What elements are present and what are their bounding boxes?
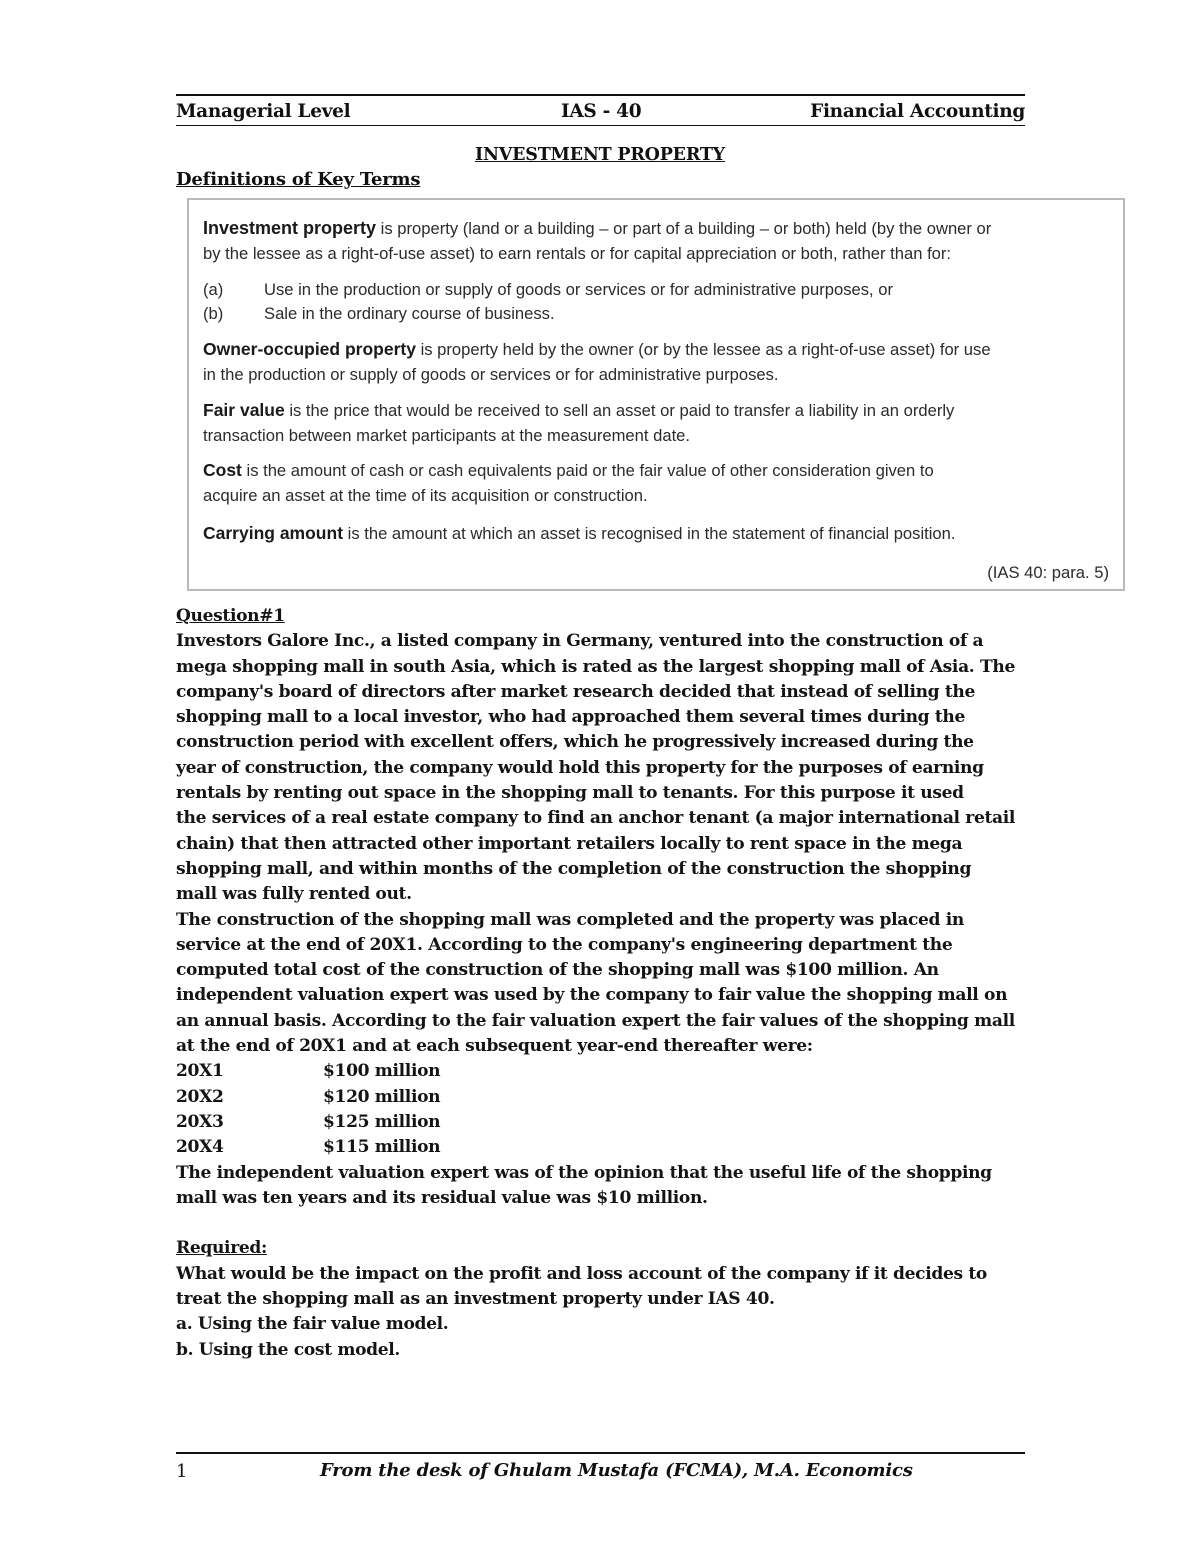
question-line: independent valuation expert was used by the company to fair value the shopping mall on [176, 985, 1008, 1006]
question-line: company's board of directors after market research decided that instead of selling the [176, 681, 976, 702]
valuation-amount: $115 million [323, 1137, 441, 1158]
required-line: b. Using the cost model. [176, 1339, 401, 1360]
header-subject: Financial Accounting [810, 101, 1025, 122]
page-title: INVESTMENT PROPERTY [475, 145, 725, 165]
term-investment-property: Investment property [203, 218, 377, 238]
question-line: the services of a real estate company to find an anchor tenant (a major international retail [176, 808, 1016, 829]
definition-cost: Cost is the amount of cash or cash equivalents paid or the fair value of other consideration given to acquire an asset at the time of its acquisition or construction. [203, 460, 934, 505]
valuation-amount: $120 million [323, 1086, 441, 1107]
spacer [176, 1211, 1025, 1236]
required-line: a. Using the fair value model. [176, 1314, 449, 1335]
valuation-row [176, 1135, 1025, 1160]
question-line: rentals by renting out space in the shopping mall to tenants. For this purpose it used [176, 783, 964, 804]
required-heading: Required: [176, 1238, 267, 1259]
required-line: What would be the impact on the profit and loss account of the company if it decides to [176, 1263, 987, 1284]
footer-credit: From the desk of Ghulam Mustafa (FCMA), M.A. Economics [320, 1460, 913, 1481]
question-line: The construction of the shopping mall was completed and the property was placed in [176, 909, 964, 930]
definitions-reference: (IAS 40: para. 5) [987, 563, 1109, 582]
valuation-year: 20X2 [176, 1086, 224, 1107]
page-header [176, 101, 1025, 126]
header-standard: IAS - 40 [561, 101, 642, 122]
question-closing-line: mall was ten years and its residual value was $10 million. [176, 1187, 708, 1208]
question-line: computed total cost of the construction of the shopping mall was $100 million. An [176, 960, 939, 981]
footer-rule [176, 1452, 1025, 1454]
valuation-amount: $125 million [323, 1111, 441, 1132]
question-section [176, 604, 1025, 1363]
valuation-year: 20X1 [176, 1061, 224, 1082]
term-owner-occupied: Owner-occupied property [203, 339, 416, 359]
definition-owner-occupied: Owner-occupied property is property held by the owner (or by the lessee as a right-of-use asset) for use in the production or supply of goods or services or for administrative purposes. [203, 339, 991, 384]
valuation-amount: $100 million [323, 1061, 441, 1082]
question-line: an annual basis. According to the fair valuation expert the fair values of the shopping mall [176, 1010, 1015, 1031]
question-line: mega shopping mall in south Asia, which is rated as the largest shopping mall of Asia. The [176, 656, 1015, 677]
valuation-year: 20X4 [176, 1137, 224, 1158]
question-line: construction period with excellent offers, which he progressively increased during the [176, 732, 974, 753]
question-line: service at the end of 20X1. According to the company's engineering department the [176, 934, 953, 955]
header-top-rule [176, 94, 1025, 96]
question-closing-line: The independent valuation expert was of the opinion that the useful life of the shopping [176, 1162, 992, 1183]
term-fair-value: Fair value [203, 400, 285, 420]
definition-investment-property: Investment property is property (land or a building – or part of a building – or both) held (by the owner or by the lessee as a right-of-use asset) to earn rentals or for capital appreciation or both, rather than for: [203, 218, 992, 263]
definitions-heading: Definitions of Key Terms [176, 169, 421, 190]
required-line: treat the shopping mall as an investment property under IAS 40. [176, 1289, 775, 1310]
question-line: mall was fully rented out. [176, 884, 412, 905]
header-level: Managerial Level [176, 101, 351, 122]
question-line: chain) that then attracted other important retailers locally to rent space in the mega [176, 833, 963, 854]
valuation-row [176, 1059, 1025, 1084]
definition-fair-value: Fair value is the price that would be received to sell an asset or paid to transfer a liability in an orderly transaction between market participants at the measurement date. [203, 400, 955, 445]
question-line: at the end of 20X1 and at each subsequent year-end thereafter were: [176, 1036, 813, 1057]
question-line: shopping mall, and within months of the completion of the construction the shopping [176, 858, 972, 879]
valuation-row [176, 1110, 1025, 1135]
question-heading: Question#1 [176, 606, 285, 626]
valuation-year: 20X3 [176, 1111, 224, 1132]
question-line: Investors Galore Inc., a listed company in Germany, ventured into the construction of a [176, 631, 984, 652]
definitions-box: Investment property is property (land or a building – or part of a building – or both) held (by the owner or by the lessee as a right-of-use asset) to earn rentals or for capital appreciation or both, rather than for: (a) Use in the production or supply of goods or services or for administrative purposes, or (b) Sale in the ordinary course of business. Owner-occupied property is property held by the owner (or by the lessee as a right-of-use asset) for use in the production or supply of goods or services or for administrative purposes. Fair value is the price that would be received to sell an asset or paid to transfer a liability in an orderly transaction between market participants at the measurement date. Cost is the amount of cash or cash equivalents paid or the fair value of other consideration given to acquire an asset at the time of its acquisition or construction. Carrying amount is the amount at which an asset is recognised in the statement of financial position. (IAS 40: para. 5) [187, 198, 1125, 591]
valuation-row [176, 1085, 1025, 1110]
term-cost: Cost [203, 460, 242, 480]
page-number: 1 [176, 1461, 188, 1482]
question-line: shopping mall to a local investor, who had approached them several times during the [176, 707, 966, 728]
definition-carrying-amount: Carrying amount is the amount at which an asset is recognised in the statement of financial position. [203, 523, 956, 543]
term-carrying-amount: Carrying amount [203, 523, 344, 543]
question-line: year of construction, the company would hold this property for the purposes of earning [176, 757, 984, 778]
